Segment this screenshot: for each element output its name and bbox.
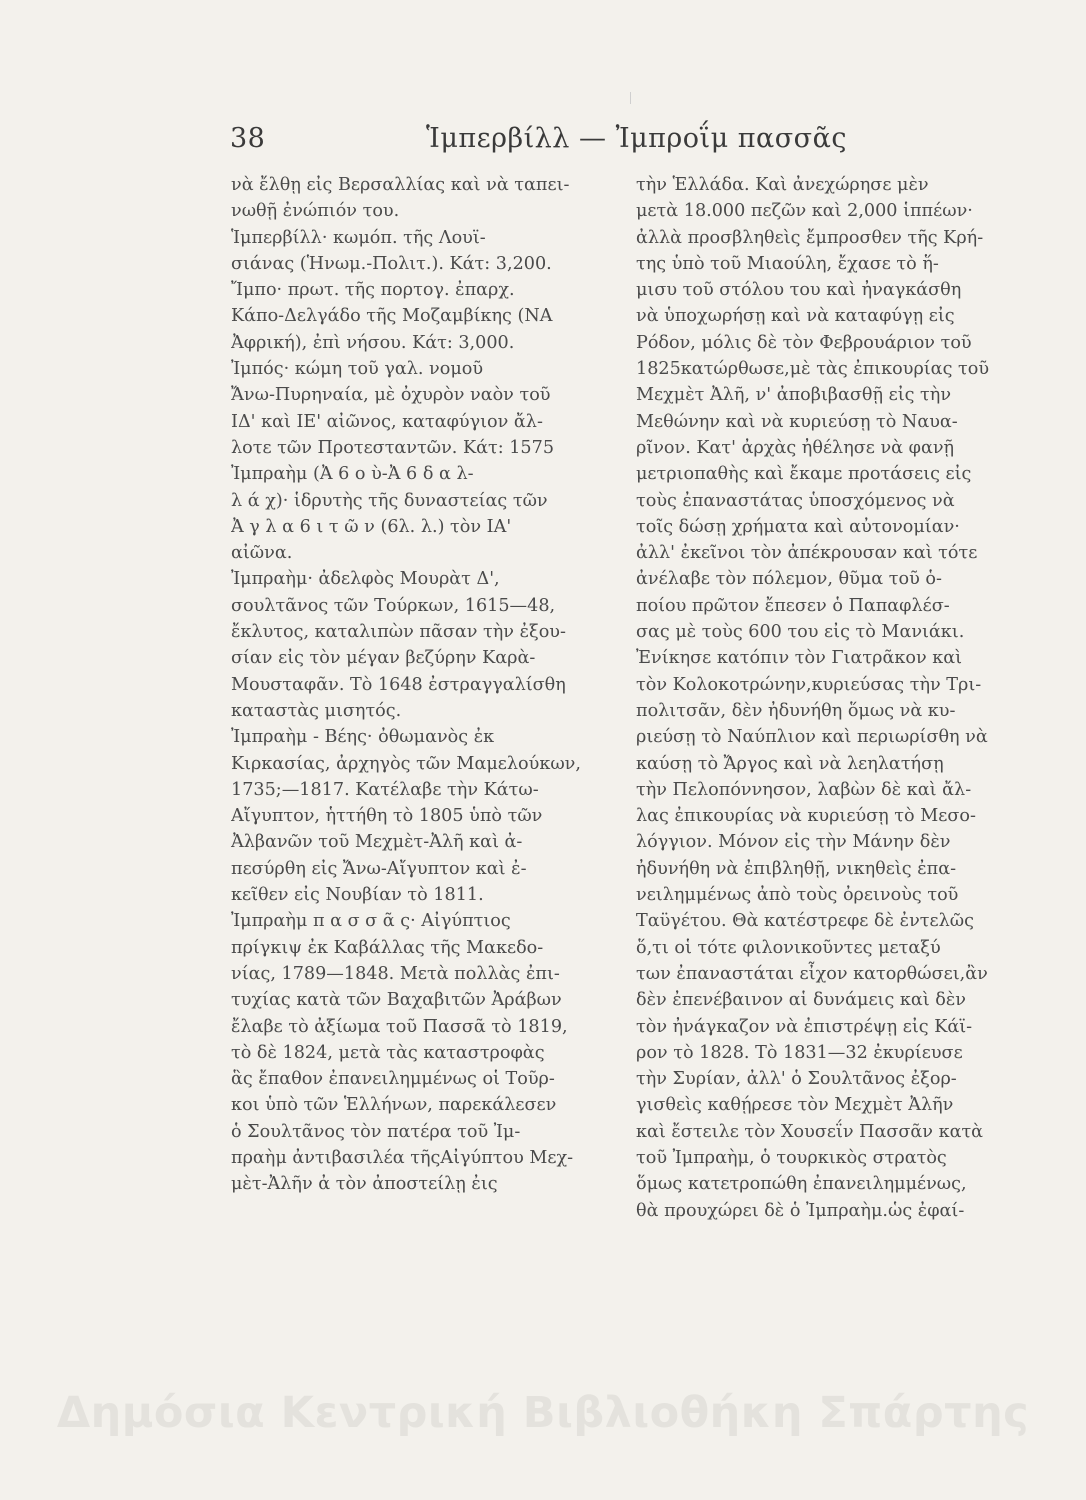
- text-line: Μεχμὲτ Ἀλῆ, ν' ἀποβιβασθῇ εἰς τὴν: [636, 385, 952, 406]
- text-line: Ἰμπραὴμ π α σ σ ᾶ ς· Αἰγύπτιος: [231, 911, 511, 932]
- text-line: Ἀλβανῶν τοῦ Μεχμὲτ-Ἀλῆ καὶ ἀ-: [231, 832, 523, 853]
- text-line: λοτε τῶν Προτεσταντῶν. Κάτ: 1575: [231, 437, 555, 458]
- text-line: νὰ ἔλθῃ εἰς Βερσαλλίας καὶ νὰ ταπει-: [231, 175, 570, 195]
- text-line: λόγγιον. Μόνον εἰς τὴν Μάνην δὲν: [636, 832, 951, 853]
- text-line: μὲτ-Ἀλῆν ἀ τὸν ἀποστείλῃ ἐις: [231, 1174, 498, 1195]
- text-line: σιάνας (Ἡνωμ.-Πολιτ.). Κάτ: 3,200.: [231, 253, 552, 274]
- text-line: τὸν Κολοκοτρώνην,κυριεύσας τὴν Τρι-: [636, 674, 982, 695]
- text-line: Ἰμπός· κώμη τοῦ γαλ. νομοῦ: [231, 359, 484, 380]
- library-watermark: Δημόσια Κεντρική Βιβλιοθήκη Σπάρτης: [56, 1388, 1030, 1438]
- text-line: τὴν Πελοπόννησον, λαβὼν δὲ καὶ ἄλ-: [636, 779, 972, 800]
- text-line: Ἀφρική), ἐπὶ νήσου. Κάτ: 3,000.: [231, 332, 515, 353]
- text-line: πεσύρθη εἰς Ἄνω-Αἴγυπτον καὶ ἐ-: [231, 858, 527, 879]
- text-line: ἀλλ' ἐκεῖνοι τὸν ἀπέκρουσαν καὶ τότε: [636, 543, 978, 564]
- text-line: ρῖνον. Κατ' ἀρχὰς ἠθέλησε νὰ φανῇ: [636, 437, 955, 458]
- text-line: τὸ δὲ 1824, μετὰ τὰς καταστροφὰς: [231, 1042, 545, 1063]
- text-line: 1825κατώρθωσε,μὲ τὰς ἐπικουρίας τοῦ: [636, 359, 990, 380]
- text-line: θὰ προυχώρει δὲ ὁ Ἰμπραὴμ.ὡς ἐφαί-: [636, 1200, 965, 1221]
- text-line: ἔλαβε τὸ ἀξίωμα τοῦ Πασσᾶ τὸ 1819,: [231, 1016, 568, 1037]
- scan-mark: [630, 92, 631, 104]
- text-line: μισυ τοῦ στόλου του καὶ ἠναγκάσθη: [636, 280, 962, 301]
- text-line: Ἰμπραὴμ (Ἀ 6 ο ὺ-Ἀ 6 δ α λ-: [231, 464, 474, 485]
- text-line: σίαν εἰς τὸν μέγαν βεζύρην Καρὰ-: [231, 648, 536, 669]
- text-line: Ταϋγέτου. Θὰ κατέστρεφε δὲ ἐντελῶς: [636, 911, 974, 932]
- text-line: ποίου πρῶτον ἔπεσεν ὁ Παπαφλέσ-: [636, 595, 950, 616]
- text-line: τοῦ Ἰμπραὴμ, ὁ τουρκικὸς στρατὸς: [636, 1147, 947, 1168]
- text-line: ἀνέλαβε τὸν πόλεμον, θῦμα τοῦ ὁ-: [636, 569, 942, 590]
- text-line: αἰῶνα.: [231, 543, 293, 564]
- text-line: σας μὲ τοὺς 600 του εἰς τὸ Μανιάκι.: [636, 622, 965, 643]
- text-line: νωθῇ ἐνώπιόν του.: [231, 201, 400, 222]
- text-line: ἃς ἔπαθον ἐπανειλημμένως οἱ Τοῦρ-: [231, 1069, 555, 1090]
- text-line: σουλτᾶνος τῶν Τούρκων, 1615—48,: [231, 595, 556, 616]
- text-line: ὅμως κατετροπώθη ἐπανειλημμένως,: [636, 1174, 967, 1195]
- text-line: Ἱμπερβίλλ· κωμόπ. τῆς Λουϊ-: [231, 227, 486, 248]
- text-line: Μουσταφᾶν. Τὸ 1648 ἐστραγγαλίσθη: [231, 674, 566, 695]
- text-line: Ἄνω-Πυρηναία, μὲ ὀχυρὸν ναὸν τοῦ: [231, 385, 551, 406]
- text-line: κεῖθεν εἰς Νουβίαν τὸ 1811.: [231, 885, 484, 906]
- text-line: λας ἐπικουρίας νὰ κυριεύσῃ τὸ Μεσο-: [636, 806, 976, 827]
- page-header: [230, 123, 850, 163]
- text-line: Μεθώνην καὶ νὰ κυριεύσῃ τὸ Ναυα-: [636, 411, 958, 432]
- text-line: Ρόδον, μόλις δὲ τὸν Φεβρουάριον τοῦ: [636, 332, 972, 353]
- text-line: Αἴγυπτον, ἡττήθη τὸ 1805 ὑπὸ τῶν: [231, 806, 543, 827]
- text-line: τοῖς δώσῃ χρήματα καὶ αὐτονομίαν·: [636, 516, 960, 537]
- text-line: Κιρκασίας, ἀρχηγὸς τῶν Μαμελούκων,: [231, 753, 581, 774]
- text-line: πρίγκιψ ἐκ Καβάλλας τῆς Μακεδο-: [231, 937, 544, 958]
- text-line: Ἰμπραὴμ· ἀδελφὸς Μουρὰτ Δ',: [231, 569, 500, 590]
- text-line: ὁ Σουλτᾶνος τὸν πατέρα τοῦ Ἰμ-: [231, 1121, 521, 1142]
- text-line: Ἰμπραὴμ - Βέης· ὀθωμανὸς ἐκ: [231, 727, 495, 748]
- text-line: ριεύσῃ τὸ Ναύπλιον καὶ περιωρίσθη νὰ: [636, 727, 988, 748]
- right-column: [636, 172, 1016, 1224]
- text-line: καύσῃ τὸ Ἄργος καὶ νὰ λεηλατήσῃ: [636, 753, 944, 774]
- text-line: μετὰ 18.000 πεζῶν καὶ 2,000 ἱππέων·: [636, 201, 973, 222]
- text-line: Κάπο-Δελγάδο τῆς Μοζαμβίκης (ΝΑ: [231, 306, 553, 327]
- text-line: ἔκλυτος, καταλιπὼν πᾶσαν τὴν ἐξου-: [231, 622, 566, 643]
- text-line: ρον τὸ 1828. Τὸ 1831—32 ἐκυρίευσε: [636, 1042, 963, 1063]
- text-line: πραὴμ ἀντιβασιλέα τῆςΑἰγύπτου Μεχ-: [231, 1147, 574, 1168]
- text-line: των ἐπαναστάται εἶχον κατορθώσει,ἂν: [636, 963, 988, 984]
- text-line: ἠδυνήθη νὰ ἐπιβληθῇ, νικηθεὶς ἐπα-: [636, 858, 957, 879]
- left-column: [231, 172, 611, 1198]
- page-number: 38: [230, 123, 266, 154]
- text-line: νειλημμένως ἀπὸ τοὺς ὀρεινοὺς τοῦ: [636, 885, 959, 906]
- text-line: της ὑπὸ τοῦ Μιαούλη, ἔχασε τὸ ἥ-: [636, 253, 939, 274]
- text-line: νίας, 1789—1848. Μετὰ πολλὰς ἐπι-: [231, 963, 560, 984]
- text-line: τυχίας κατὰ τῶν Βαχαβιτῶν Ἀράβων: [231, 990, 562, 1011]
- text-line: πολιτσᾶν, δὲν ἠδυνήθη ὅμως νὰ κυ-: [636, 700, 956, 721]
- text-line: Ἀ γ λ α 6 ι τ ῶ ν (6λ. λ.) τὸν ΙΑ': [231, 516, 512, 537]
- text-line: καὶ ἔστειλε τὸν Χουσεΐν Πασσᾶν κατὰ: [636, 1121, 984, 1142]
- text-line: τοὺς ἐπαναστάτας ὑποσχόμενος νὰ: [636, 490, 955, 511]
- text-line: γισθεὶς καθῄρεσε τὸν Μεχμὲτ Ἀλῆν: [636, 1095, 954, 1116]
- text-line: δὲν ἐπενέβαινον αἱ δυνάμεις καὶ δὲν: [636, 990, 967, 1011]
- text-line: 1735;—1817. Κατέλαβε τὴν Κάτω-: [231, 779, 539, 800]
- text-line: κοι ὑπὸ τῶν Ἑλλήνων, παρεκάλεσεν: [231, 1095, 557, 1116]
- text-line: ὅ,τι οἱ τότε φιλονικοῦντες μεταξύ: [636, 937, 941, 958]
- text-line: νὰ ὑποχωρήσῃ καὶ νὰ καταφύγῃ εἰς: [636, 306, 955, 327]
- text-line: ἀλλὰ προσβληθεὶς ἔμπροσθεν τῆς Κρή-: [636, 227, 984, 248]
- text-line: Ἴμπο· πρωτ. τῆς πορτογ. ἐπαρχ.: [231, 280, 515, 301]
- text-line: ΙΔ' καὶ ΙΕ' αἰῶνος, καταφύγιον ἄλ-: [231, 411, 543, 432]
- text-line: καταστὰς μισητός.: [231, 700, 402, 721]
- text-line: τὴν Ἑλλάδα. Καὶ ἀνεχώρησε μὲν: [636, 175, 929, 195]
- text-line: μετριοπαθὴς καὶ ἔκαμε προτάσεις εἰς: [636, 464, 972, 485]
- text-line: τὸν ἠνάγκαζον νὰ ἐπιστρέψῃ εἰς Κάϊ-: [636, 1016, 973, 1037]
- text-line: λ ά χ)· ἱδρυτὴς τῆς δυναστείας τῶν: [231, 490, 548, 511]
- running-title: Ἱμπερβίλλ — Ἰμπροΐμ πασσᾶς: [426, 123, 847, 154]
- text-line: Ἐνίκησε κατόπιν τὸν Γιατρᾶκον καὶ: [636, 648, 963, 669]
- text-line: τὴν Συρίαν, ἀλλ' ὁ Σουλτᾶνος ἐξορ-: [636, 1069, 957, 1090]
